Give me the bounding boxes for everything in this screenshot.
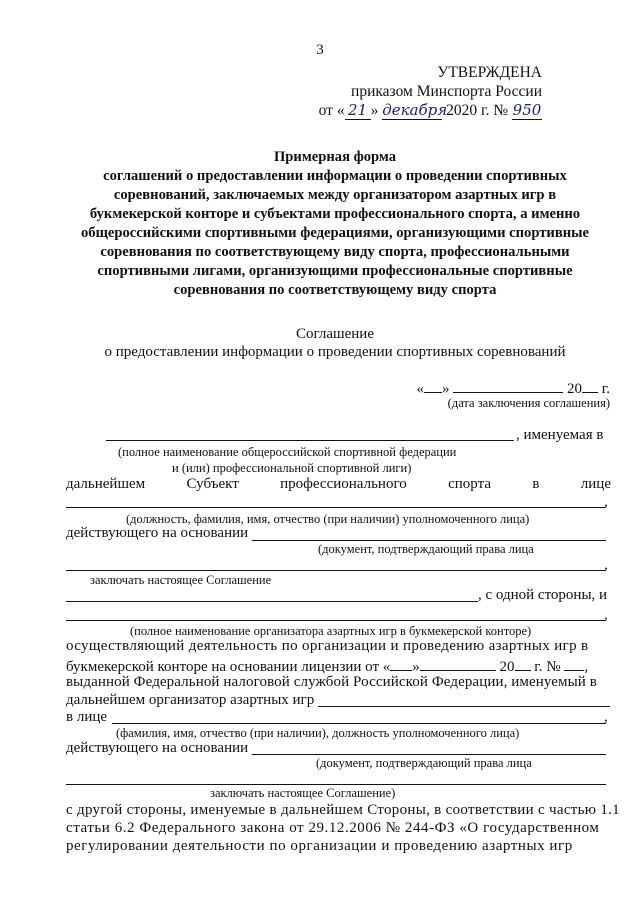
- approval-year: 2020 г. №: [446, 102, 509, 119]
- text-line: выданной Федеральной налоговой службой Российской Федерации, именуемый в: [66, 674, 597, 690]
- party1-caption-doc: (документ, подтверждающий права лица: [318, 542, 534, 556]
- word: лице: [580, 476, 611, 492]
- approval-heading: УТВЕРЖДЕНА: [437, 64, 542, 81]
- text-line: регулировании деятельности по организации и проведению азартных игр: [66, 838, 573, 854]
- agreement-heading: Соглашение: [296, 326, 374, 342]
- party2-line3: [66, 674, 611, 691]
- form-title-line: соревнования по соответствующему виду спорта, профессиональными: [100, 244, 570, 260]
- lic-year-blank: [515, 656, 531, 671]
- party2-line4: дальнейшем организатор азартных игр: [66, 692, 315, 708]
- party1-acting: действующего на основании: [66, 525, 249, 541]
- approval-number: 950: [512, 101, 542, 119]
- lic-quote-close: »: [412, 659, 420, 675]
- lic-year: 20: [499, 659, 515, 675]
- party2-doc-line2: [66, 784, 606, 785]
- party1-one-side: , с одной стороны, и: [478, 587, 608, 603]
- party2-organizer-line: [318, 706, 610, 707]
- party2-comma: ,: [604, 709, 608, 725]
- approval-date-prefix: от «: [318, 102, 345, 119]
- approval-date-line: [319, 101, 542, 120]
- form-title-line: соглашений о предоставлении информации о проведении спортивных: [103, 168, 567, 184]
- party1-doc-line2: [66, 570, 606, 571]
- lic-number-label: г. №: [534, 659, 561, 675]
- lic-day-blank: [390, 656, 412, 671]
- lic-number-blank: [564, 656, 584, 671]
- party1-doc-line: [252, 540, 606, 541]
- party2-caption-conclude: заключать настоящее Соглашение): [210, 786, 396, 800]
- word: в: [532, 476, 540, 492]
- party2-name-line: [66, 601, 478, 602]
- date-year-blank: [582, 378, 598, 393]
- party2-name-line2: [66, 620, 606, 621]
- agreement-subheading: о предоставлении информации о проведении спортивных соревнований: [104, 344, 566, 360]
- date-quote-close: »: [442, 381, 450, 397]
- form-title-line: спортивными лигами, организующими профессиональные спортивные: [97, 263, 573, 279]
- party1-words-line: [66, 476, 611, 493]
- party2-doc-line: [252, 754, 606, 755]
- party2-caption-doc: (документ, подтверждающий права лица: [316, 756, 532, 770]
- party1-caption2: и (или) профессиональной спортивной лиги): [172, 461, 412, 475]
- word: спорта: [448, 476, 491, 492]
- party1-comma2: ,: [604, 557, 608, 573]
- final-line1: [66, 802, 620, 819]
- comma: ,: [584, 659, 589, 675]
- date-caption: (дата заключения соглашения): [447, 396, 610, 410]
- form-title-line: соревнования по соответствующему виду спорта: [173, 282, 497, 298]
- party2-person-line: [112, 723, 606, 724]
- word: дальнейшем: [66, 476, 146, 492]
- party1-caption-person: (должность, фамилия, имя, отчество (при наличии) уполномоченного лица): [126, 512, 530, 526]
- text-line: осуществляющий деятельность по организации и проведению азартных игр в: [66, 638, 589, 654]
- party1-caption1: (полное наименование общероссийской спортивной федерации: [118, 445, 457, 459]
- party2-line1: [66, 638, 611, 655]
- date-month-blank: [453, 378, 563, 393]
- approval-date-mid: »: [370, 102, 379, 119]
- form-title: [60, 148, 610, 300]
- form-title-line: соревнований, заключаемых между организатором азартных игр в: [113, 187, 557, 203]
- party2-in-person: в лице: [66, 709, 108, 725]
- page-number: 3: [316, 42, 324, 58]
- party2-line2: [66, 656, 611, 676]
- approval-month: декабря: [382, 101, 448, 119]
- date-year: 20: [567, 381, 583, 397]
- party1-comma: ,: [604, 494, 608, 510]
- approval-order: приказом Минспорта России: [351, 83, 542, 100]
- text-line: букмекерской конторе на основании лицензии от «: [66, 659, 391, 675]
- final-line3: [66, 838, 611, 855]
- word: профессионального: [280, 476, 407, 492]
- date-year-suffix: г.: [601, 381, 610, 397]
- date-quote-open: «: [416, 381, 425, 397]
- form-title-line: букмекерской конторе и субъектами профессионального спорта, а именно: [89, 206, 581, 222]
- party1-named-suffix: , именуемая в: [516, 427, 604, 443]
- lic-month-blank: [420, 656, 496, 671]
- word: Субъект: [186, 476, 239, 492]
- party1-conclude: заключать настоящее Соглашение: [90, 573, 272, 587]
- date-day-blank: [424, 378, 442, 393]
- final-line2: [66, 820, 611, 837]
- party2-caption-person: (фамилия, имя, отчество (при наличии), должность уполномоченного лица): [116, 726, 520, 740]
- agreement-date-line: [417, 378, 610, 398]
- party2-acting: действующего на основании: [66, 740, 249, 756]
- party1-person-line: [66, 507, 606, 508]
- text-line: с другой стороны, именуемые в дальнейшем Стороны, в соответствии с частью 1.1: [66, 802, 620, 818]
- approval-day: 21: [345, 101, 371, 120]
- text-line: статьи 6.2 Федерального закона от 29.12.2006 № 244-ФЗ «О государственном: [66, 820, 600, 836]
- party2-caption-org: (полное наименование организатора азартных игр в букмекерской конторе): [130, 624, 532, 638]
- form-title-line: Примерная форма: [273, 149, 397, 165]
- party1-name-line: [106, 440, 514, 441]
- party1-comma3: ,: [604, 607, 608, 623]
- form-title-line: общероссийскими спортивными федерациями, организующими спортивные: [81, 225, 589, 241]
